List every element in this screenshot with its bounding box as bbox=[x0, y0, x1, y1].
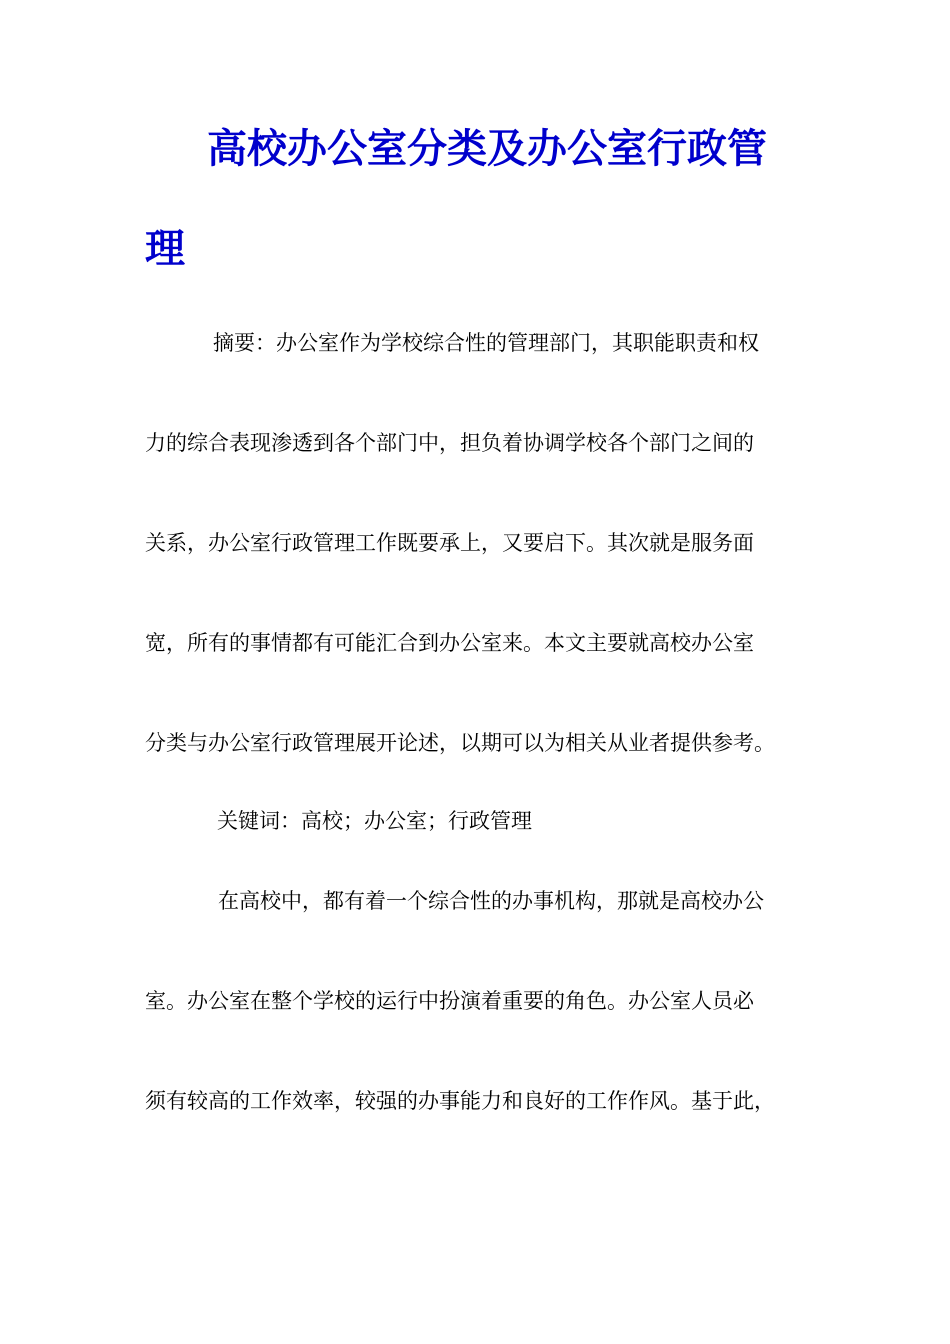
body-line-2: 室。办公室在整个学校的运行中扮演着重要的角色。办公室人员必 bbox=[145, 989, 754, 1013]
body-line-3: 须有较高的工作效率，较强的办事能力和良好的工作作风。基于此， bbox=[145, 1089, 775, 1113]
body-line-1: 在高校中，都有着一个综合性的办事机构，那就是高校办公 bbox=[218, 889, 764, 913]
abstract-line-5: 分类与办公室行政管理展开论述，以期可以为相关从业者提供参考。 bbox=[145, 731, 775, 755]
abstract-line-4: 宽，所有的事情都有可能汇合到办公室来。本文主要就高校办公室 bbox=[145, 631, 754, 655]
keywords-line: 关键词：高校；办公室；行政管理 bbox=[217, 809, 532, 833]
abstract-line-3: 关系，办公室行政管理工作既要承上，又要启下。其次就是服务面 bbox=[145, 531, 754, 555]
abstract-line-1: 摘要：办公室作为学校综合性的管理部门，其职能职责和权 bbox=[213, 331, 759, 355]
document-title-line-2: 理 bbox=[145, 225, 185, 272]
abstract-line-2: 力的综合表现渗透到各个部门中，担负着协调学校各个部门之间的 bbox=[145, 431, 754, 455]
document-title-line-1: 高校办公室分类及办公室行政管 bbox=[207, 125, 767, 172]
